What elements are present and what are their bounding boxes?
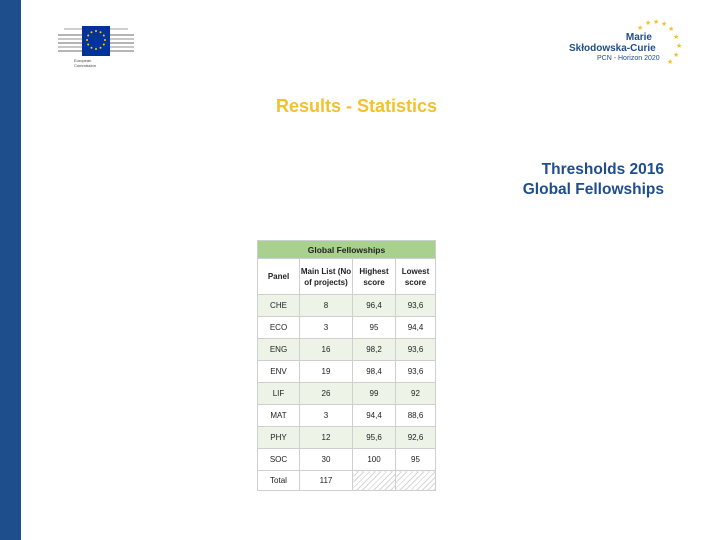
left-accent-bar bbox=[0, 0, 21, 540]
main-list-cell: 26 bbox=[300, 383, 353, 405]
main-list-cell: 30 bbox=[300, 449, 353, 471]
lowest-score-cell: 92 bbox=[396, 383, 436, 405]
lowest-score-cell: 93,6 bbox=[396, 361, 436, 383]
panel-cell: SOC bbox=[258, 449, 300, 471]
total-row bbox=[258, 471, 436, 491]
ec-logo-text: European Commission bbox=[74, 58, 97, 68]
lowest-score-cell: 88,6 bbox=[396, 405, 436, 427]
column-header: Highest score bbox=[353, 259, 396, 295]
mc-logo-line1: Marie bbox=[625, 32, 652, 43]
highest-score-cell: 98,2 bbox=[353, 339, 396, 361]
main-list-cell: 16 bbox=[300, 339, 353, 361]
highest-score-cell: 94,4 bbox=[353, 405, 396, 427]
main-list-cell: 8 bbox=[300, 295, 353, 317]
column-header: Panel bbox=[258, 259, 300, 295]
panel-cell: PHY bbox=[258, 427, 300, 449]
empty-hatched-cell bbox=[353, 471, 396, 491]
slide-subtitle bbox=[523, 160, 664, 200]
table-title: Global Fellowships bbox=[258, 241, 436, 259]
table-row bbox=[258, 449, 436, 471]
highest-score-cell: 95 bbox=[353, 317, 396, 339]
subtitle-line: Global Fellowships bbox=[522, 181, 664, 198]
table-row bbox=[258, 383, 436, 405]
total-label: Total bbox=[258, 471, 300, 491]
highest-score-cell: 98,4 bbox=[353, 361, 396, 383]
svg-text:★: ★ bbox=[645, 19, 652, 27]
svg-text:★: ★ bbox=[661, 20, 668, 28]
svg-text:★: ★ bbox=[653, 18, 660, 26]
slide-title: Results - Statistics bbox=[276, 96, 438, 116]
ec-building-icon bbox=[58, 22, 134, 62]
mc-logo-line2: Skłodowska-Curie bbox=[569, 43, 656, 54]
panel-cell: ECO bbox=[258, 317, 300, 339]
panel-cell: ENV bbox=[258, 361, 300, 383]
table-row bbox=[258, 405, 436, 427]
marie-curie-logo bbox=[565, 18, 690, 72]
table-row bbox=[258, 361, 436, 383]
main-list-cell: 3 bbox=[300, 317, 353, 339]
highest-score-cell: 95,6 bbox=[353, 427, 396, 449]
table-row bbox=[258, 339, 436, 361]
column-header: Main List (No of projects) bbox=[300, 259, 353, 295]
panel-cell: LIF bbox=[258, 383, 300, 405]
lowest-score-cell: 93,6 bbox=[396, 295, 436, 317]
lowest-score-cell: 92,6 bbox=[396, 427, 436, 449]
svg-text:★: ★ bbox=[673, 33, 680, 41]
panel-cell: CHE bbox=[258, 295, 300, 317]
table-row bbox=[258, 427, 436, 449]
svg-text:★: ★ bbox=[673, 51, 680, 59]
highest-score-cell: 99 bbox=[353, 383, 396, 405]
total-value: 117 bbox=[300, 471, 353, 491]
svg-text:★: ★ bbox=[676, 42, 683, 50]
lowest-score-cell: 95 bbox=[396, 449, 436, 471]
empty-hatched-cell bbox=[396, 471, 436, 491]
subtitle-line: Thresholds 2016 bbox=[541, 161, 664, 178]
column-header: Lowest score bbox=[396, 259, 436, 295]
european-commission-logo bbox=[58, 22, 136, 74]
panel-cell: MAT bbox=[258, 405, 300, 427]
fellowship-thresholds-table bbox=[257, 240, 436, 491]
panel-cell: ENG bbox=[258, 339, 300, 361]
table-row bbox=[258, 295, 436, 317]
lowest-score-cell: 94,4 bbox=[396, 317, 436, 339]
svg-text:★: ★ bbox=[667, 58, 674, 66]
svg-text:★: ★ bbox=[668, 25, 675, 33]
main-list-cell: 12 bbox=[300, 427, 353, 449]
table-row bbox=[258, 317, 436, 339]
main-list-cell: 19 bbox=[300, 361, 353, 383]
highest-score-cell: 100 bbox=[353, 449, 396, 471]
mc-logo-line3: PCN - Horizon 2020 bbox=[597, 55, 660, 62]
svg-text:★: ★ bbox=[637, 24, 644, 32]
highest-score-cell: 96,4 bbox=[353, 295, 396, 317]
main-list-cell: 3 bbox=[300, 405, 353, 427]
lowest-score-cell: 93,6 bbox=[396, 339, 436, 361]
